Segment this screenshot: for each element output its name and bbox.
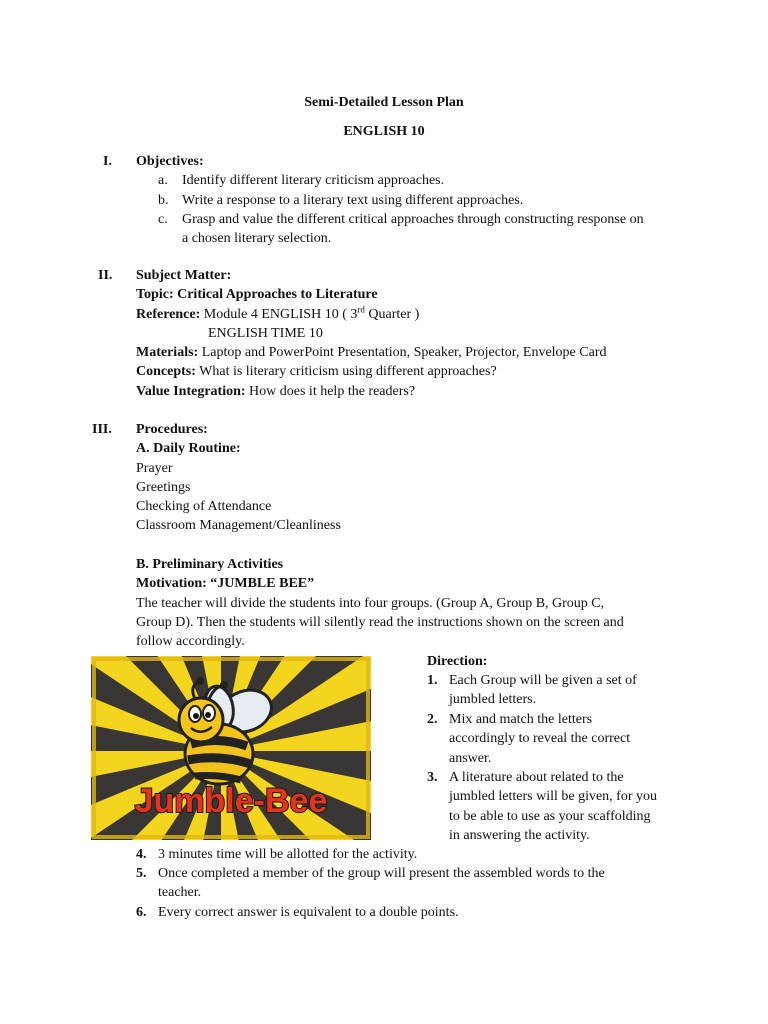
procedures-section: [92, 420, 692, 650]
objective-marker: c.: [158, 211, 168, 227]
direction-text: answer.: [449, 750, 492, 766]
daily-routine-heading: A. Daily Routine:: [136, 441, 241, 457]
document-subtitle: ENGLISH 10: [343, 124, 425, 139]
concepts-value: What is literary criticism using different approaches?: [199, 364, 497, 380]
direction-text: Each Group will be given a set of: [449, 673, 637, 688]
jumble-bee-illustration: [91, 656, 371, 840]
objectives-heading: Objectives:: [136, 154, 204, 169]
procedures-heading: Procedures:: [136, 422, 208, 437]
section-number: III.: [92, 422, 112, 437]
objective-item: [158, 171, 696, 190]
direction-text: 3 minutes time will be allotted for the activity.: [158, 847, 418, 862]
reference-value: Module 4 ENGLISH 10 ( 3: [203, 306, 358, 322]
concepts-line: [136, 362, 696, 381]
reference-superscript: rd: [357, 303, 365, 314]
subject-matter-heading: Subject Matter:: [136, 268, 232, 283]
procedures-body: [136, 420, 696, 652]
daily-routine-item: Greetings: [136, 479, 191, 495]
reference-value-end: Quarter ): [364, 306, 420, 322]
section-number: I.: [103, 154, 112, 169]
concepts-label: Concepts:: [136, 364, 196, 380]
direction-text: to be able to use as your scaffolding: [449, 808, 651, 824]
section-number: II.: [98, 268, 113, 283]
materials-value: Laptop and PowerPoint Presentation, Speaker, Projector, Envelope Card: [201, 345, 607, 361]
objectives-section: [92, 152, 692, 252]
direction-number: 4.: [136, 847, 147, 862]
direction-number: 3.: [427, 770, 438, 785]
objective-item: [158, 210, 696, 249]
jumble-bee-image: [91, 656, 371, 840]
reference-line-2: ENGLISH TIME 10: [208, 325, 323, 341]
value-integration-label: Value Integration:: [136, 383, 246, 399]
objective-item: [158, 191, 696, 210]
materials-line: [136, 343, 696, 362]
intro-text: follow accordingly.: [136, 634, 245, 650]
document-title: Semi-Detailed Lesson Plan: [304, 95, 464, 110]
objective-text: Identify different literary criticism approaches.: [182, 173, 445, 189]
direction-text: Once completed a member of the group will present the assembled words to the: [158, 866, 605, 881]
preliminary-heading: B. Preliminary Activities: [136, 557, 284, 573]
direction-text: teacher.: [158, 885, 202, 901]
objective-marker: b.: [158, 192, 169, 208]
objectives-body: [136, 152, 696, 248]
objective-text-continued: a chosen literary selection.: [182, 231, 332, 247]
direction-text: in answering the activity.: [449, 827, 590, 843]
direction-heading: Direction:: [427, 654, 488, 669]
direction-text: jumbled letters will be given, for you: [449, 789, 658, 805]
direction-text: jumbled letters.: [449, 692, 537, 708]
daily-routine-item: Prayer: [136, 460, 173, 476]
direction-number: 5.: [136, 866, 147, 881]
topic-line: Topic: Critical Approaches to Literature: [136, 287, 378, 303]
objective-marker: a.: [158, 173, 168, 189]
reference-label: Reference:: [136, 306, 201, 322]
direction-text: A literature about related to the: [449, 770, 624, 785]
daily-routine-item: Classroom Management/Cleanliness: [136, 518, 341, 534]
direction-number: 1.: [427, 673, 438, 688]
objective-text: Write a response to a literary text using different approaches.: [182, 192, 524, 208]
jumble-bee-logo-text: Jumble-Bee: [134, 782, 328, 820]
direction-text: Every correct answer is equivalent to a double points.: [158, 905, 459, 920]
subject-matter-body: [136, 266, 696, 401]
direction-text: accordingly to reveal the correct: [449, 731, 631, 747]
subject-matter-section: [92, 266, 692, 406]
direction-number: 6.: [136, 905, 147, 920]
intro-text: Group D). Then the students will silently read the instructions shown on the screen and: [136, 614, 624, 630]
daily-routine-item: Checking of Attendance: [136, 499, 272, 515]
value-integration-line: [136, 382, 696, 401]
reference-line: [136, 305, 696, 324]
materials-label: Materials:: [136, 345, 199, 361]
intro-text: The teacher will divide the students into four groups. (Group A, Group B, Group C,: [136, 595, 605, 611]
direction-number: 2.: [427, 712, 438, 727]
value-integration-value: How does it help the readers?: [249, 383, 416, 399]
direction-text: Mix and match the letters: [449, 712, 593, 727]
motivation-heading: Motivation: “JUMBLE BEE”: [136, 576, 315, 592]
objective-text: Grasp and value the different critical approaches through constructing response on: [182, 211, 644, 227]
